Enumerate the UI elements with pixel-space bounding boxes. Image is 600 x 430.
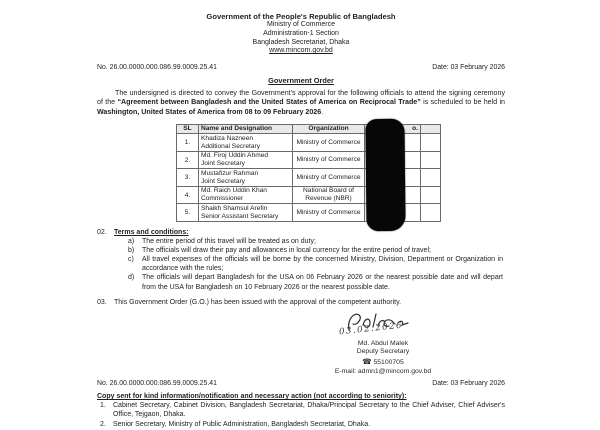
official-organization: Ministry of Commerce <box>293 134 365 152</box>
distribution-heading: Copy sent for kind information/notification and necessary action (not according to seniority): <box>97 393 407 401</box>
email-address[interactable]: E-mail: admn1@mincom.gov.bd <box>334 367 432 375</box>
blank-cell <box>421 169 441 187</box>
blank-cell <box>421 151 441 169</box>
signatory-designation: Deputy Secretary <box>356 348 410 356</box>
handwritten-signature <box>317 310 449 340</box>
term-item-c: c) All travel expenses of the officials will be borne by the concerned Ministry, Division, Department or Organization in accordance with the rules; <box>128 256 503 273</box>
header-redacted: o. <box>365 124 421 134</box>
website-link[interactable]: www.mincom.gov.bd <box>269 47 333 55</box>
government-name: Government of the People's Republic of Bangladesh <box>206 12 396 21</box>
table-row: 1. Khadiza Nazneen Additional Secretary Ministry of Commerce <box>177 134 441 152</box>
memo-number-top: No. 26.00.0000.000.086.99.0009.25.41 <box>97 64 217 72</box>
clause-03-number: 03. <box>97 298 107 306</box>
official-designation: Senior Assistant Secretary <box>201 212 279 220</box>
terms-number: 02. <box>97 228 107 236</box>
intro-paragraph: The undersigned is directed to convey the Government's approval for the following officials to attend the signing ceremony of the “Agreement between Bangladesh and the United States of America on Reciprocal Trade” is scheduled to be held in Washington, United States of America from 08 to 09 February 2026. <box>97 89 505 116</box>
official-designation: Additional Secretary <box>201 142 261 150</box>
table-row: 4. Md. Raich Uddin Khan Commissioner National Board of Revenue (NBR) <box>177 186 441 204</box>
officials-table-wrap <box>176 124 440 222</box>
official-organization: Ministry of Commerce <box>293 204 365 222</box>
redaction-marker <box>365 119 405 231</box>
header-name-designation: Name and Designation <box>199 124 293 134</box>
official-name: Khadiza Nazneen <box>201 134 254 142</box>
document-title: Government Order <box>268 76 334 86</box>
ministry-name: Ministry of Commerce <box>266 21 336 29</box>
distribution-item: 2. Senior Secretary, Ministry of Public Administration, Bangladesh Secretariat, Dhaka. <box>100 421 371 429</box>
official-organization: National Board of Revenue (NBR) <box>293 186 365 204</box>
blank-cell <box>421 204 441 222</box>
header-sl: SL <box>177 124 199 134</box>
official-designation: Commissioner <box>201 195 244 203</box>
distribution-item: 1. Cabinet Secretary, Cabinet Division, Bangladesh Secretariat, Dhaka/Principal Secretary to the Chief Adviser, Chief Adviser's Office, Tejgaon, Dhaka. <box>100 402 505 419</box>
official-organization: Ministry of Commerce <box>293 151 365 169</box>
reference-row-top <box>97 64 505 71</box>
terms-heading: Terms and conditions: <box>114 228 189 236</box>
term-item-a: a) The entire period of this travel will be treated as on duty; <box>128 238 316 246</box>
blank-cell <box>421 186 441 204</box>
official-designation: Joint Secretary <box>201 160 245 168</box>
table-row: 3. Mustafizur Rahman Joint Secretary Ministry of Commerce <box>177 169 441 187</box>
date-bottom: Date: 03 February 2026 <box>432 380 505 388</box>
secretariat-name: Bangladesh Secretariat, Dhaka <box>252 38 350 46</box>
section-name: Administration-1 Section <box>263 30 339 38</box>
clause-03 <box>97 298 505 307</box>
term-item-b: b) The officials will draw their pay and allowances in local currency for the entire period of travel; <box>128 247 431 255</box>
table-row: 2. Md. Firoj Uddin Ahmed Joint Secretary Ministry of Commerce <box>177 151 441 169</box>
letterhead <box>97 12 505 56</box>
agreement-title: “Agreement between Bangladesh and the United States of America on Reciprocal Trade” <box>117 98 421 107</box>
official-name: Md. Firoj Uddin Ahmed <box>201 152 269 160</box>
phone-line <box>317 357 449 368</box>
table-row: 5. Shaikh Shamsul Arefin Senior Assistant Secretary Ministry of Commerce <box>177 204 441 222</box>
official-name: Mustafizur Rahman <box>201 169 259 177</box>
header-blank <box>421 124 441 134</box>
terms-section <box>97 228 505 237</box>
signature-date: 03.02.2026 <box>338 320 404 338</box>
phone-number: 55100705 <box>373 358 404 366</box>
official-name: Md. Raich Uddin Khan <box>201 187 267 195</box>
official-name: Shaikh Shamsul Arefin <box>201 204 268 212</box>
venue-dates: Washington, United States of America from 08 to 09 February 2026 <box>97 107 322 116</box>
blank-cell <box>421 134 441 152</box>
official-organization: Ministry of Commerce <box>293 169 365 187</box>
memo-number-bottom: No. 26.00.0000.000.086.99.0009.25.41 <box>97 380 217 388</box>
date-top: Date: 03 February 2026 <box>432 64 505 72</box>
official-designation: Joint Secretary <box>201 177 245 185</box>
signatory-name: Md. Abdul Malek <box>357 339 409 347</box>
phone-icon: ☎ <box>362 356 372 366</box>
reference-row-bottom <box>97 380 505 387</box>
clause-03-text: This Government Order (G.O.) has been issued with the approval of the competent authority. <box>114 298 402 306</box>
header-organization: Organization <box>293 124 365 134</box>
signature-block <box>317 310 449 377</box>
term-item-d: d) The officials will depart Bangladesh for the USA on 06 February 2026 or the nearest possible date and will depart from the USA for Bangladesh on 10 February 2026 or the nearest possible date. <box>128 274 503 291</box>
